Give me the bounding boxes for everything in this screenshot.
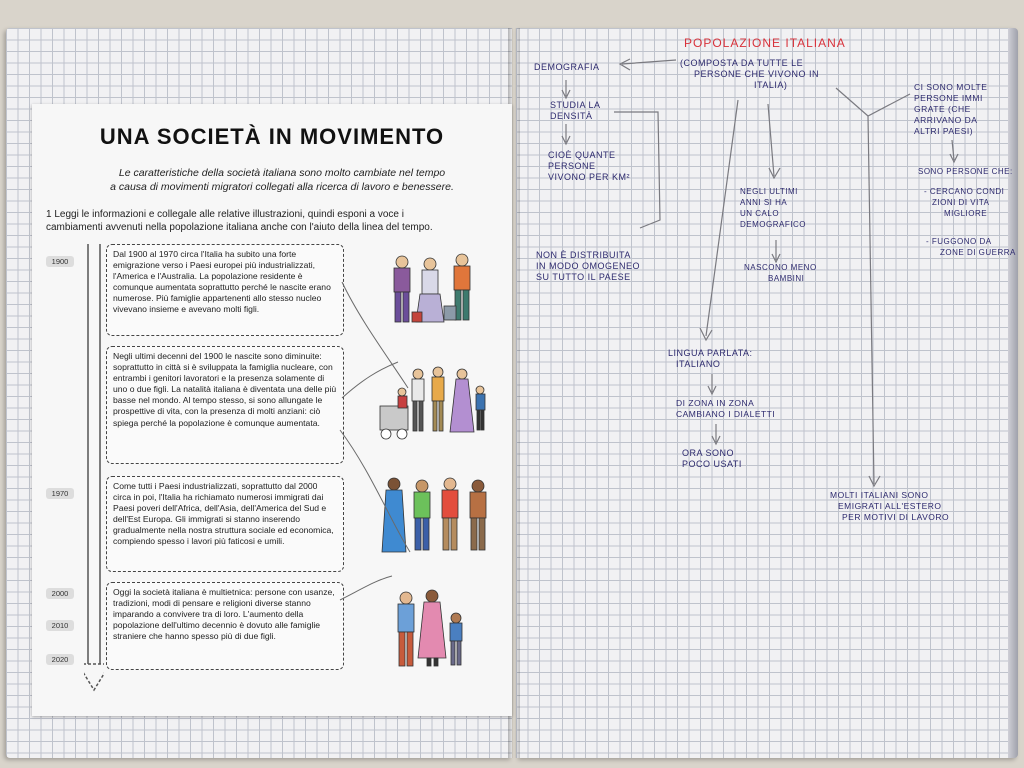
note-line: ITALIANO <box>676 359 721 369</box>
note-line: MOLTI ITALIANI SONO <box>830 490 929 500</box>
note-line: EMIGRATI ALL'ESTERO <box>838 501 942 511</box>
note-line: CAMBIANO I DIALETTI <box>676 409 776 419</box>
note-cercano <box>924 186 1004 219</box>
instruction-line: 1 Leggi le informazioni e collegale alle relative illustrazioni, quindi esponi a voce i <box>46 209 404 220</box>
note-line: ITALIA) <box>754 80 788 90</box>
instruction-line: cambiamenti avvenuti nella popolazione italiana anche con l'aiuto della linea del tempo. <box>46 222 433 233</box>
note-line: IN MODO OMOGENEO <box>536 261 641 271</box>
note-line: DI ZONA IN ZONA <box>676 398 755 408</box>
note-non-distribuita <box>536 250 640 283</box>
note-line: NON È DISTRIBUITA <box>536 250 631 260</box>
note-line: DEMOGRAFICO <box>740 220 806 229</box>
note-composta <box>680 58 819 91</box>
note-negli-ultimi <box>740 186 806 230</box>
note-ora <box>682 448 742 470</box>
note-line: CI SONO MOLTE <box>914 82 988 92</box>
note-line: ARRIVANO DA <box>914 115 978 125</box>
note-line: ALTRI PAESI) <box>914 126 974 136</box>
note-demografia: DEMOGRAFIA <box>534 62 600 72</box>
year-label: 1970 <box>46 488 74 499</box>
note-line: PERSONE <box>548 161 596 171</box>
note-line: ZIONI DI VITA <box>932 198 990 207</box>
note-line: LINGUA PARLATA: <box>668 348 753 358</box>
note-line: ZONE DI GUERRA <box>940 248 1016 257</box>
note-line: UN CALO <box>740 209 780 218</box>
note-line: ANNI SI HA <box>740 198 788 207</box>
info-box-2000: Come tutti i Paesi industrializzati, soprattutto dal 2000 circa in poi, l'Italia ha richiamato numerosi immigrati dai Paesi poveri dell'Africa, dell'Asia, dell'America del Sud e dell'Est Europa. Gli immigrati si stanno inserendo gradualmente nella nostra struttura sociale ed economica, compiendo spesso i lavori più faticosi e umili. <box>106 476 344 572</box>
year-label: 2000 <box>46 588 74 599</box>
year-label: 2010 <box>46 620 74 631</box>
notes-title: POPOLAZIONE ITALIANA <box>684 36 846 50</box>
note-line: GRATE (CHE <box>914 104 971 114</box>
note-dialetti <box>676 398 775 420</box>
note-line: POCO USATI <box>682 459 742 469</box>
note-molte-persone <box>914 82 987 137</box>
note-line: - CERCANO CONDI <box>924 187 1005 196</box>
note-fuggono <box>926 236 1016 258</box>
year-label: 2020 <box>46 654 74 665</box>
note-line: PERSONE CHE VIVONO IN <box>694 69 820 79</box>
note-line: PER MOTIVI DI LAVORO <box>842 512 950 522</box>
note-line: - FUGGONO DA <box>926 237 992 246</box>
year-label: 1900 <box>46 256 74 267</box>
note-sono-persone: SONO PERSONE CHE: <box>918 167 1013 176</box>
intro-line: a causa di movimenti migratori collegati alla ricerca di lavoro e benessere. <box>110 181 454 193</box>
note-studia <box>550 100 601 122</box>
note-line: PERSONE IMMI <box>914 93 983 103</box>
note-line: DENSITÀ <box>550 111 593 121</box>
note-line: STUDIA LA <box>550 100 601 110</box>
note-line: MIGLIORE <box>944 209 988 218</box>
info-box-late-1900: Negli ultimi decenni del 1900 le nascite sono diminuite: soprattutto in città si è sviluppata la famiglia nucleare, con entrambi i genitori lavoratori e la presenza solamente di uno o due figli. La natalità italiana è diventata una delle più basse nel mondo. Al tempo stesso, si sono allungate le prospettive di vita, con la presenza di molti anziani: ciò spiega perché la popolazione è comunque aumentata. <box>106 346 344 464</box>
info-box-today: Oggi la società italiana è multietnica: persone con usanze, tradizioni, modi di pensare e religioni diverse stanno imparando a convivere tra di loro. L'aumento della popolazione dell'ultimo decennio è dovuto alle famiglie straniere che hanno spesso più di due figli. <box>106 582 344 670</box>
info-box-1900: Dal 1900 al 1970 circa l'Italia ha subito una forte emigrazione verso i Paesi europei più industrializzati, l'America e l'Australia. La popolazione residente è comunque aumentata soprattutto perché le nascite erano numerose. Più famiglie appartenenti allo stesso nucleo vivevano insieme e avevano molti figli. <box>106 244 344 336</box>
intro-line: Le caratteristiche della società italiana sono molto cambiate nel tempo <box>118 167 446 179</box>
note-line: CIOÈ QUANTE <box>548 150 616 160</box>
note-line: BAMBINI <box>768 274 805 283</box>
note-line: SU TUTTO IL PAESE <box>536 272 631 282</box>
note-line: NASCONO MENO <box>744 263 817 272</box>
note-line: NEGLI ULTIMI <box>740 187 798 196</box>
note-nascono <box>744 262 817 284</box>
note-cioe <box>548 150 630 183</box>
note-emigrati <box>830 490 949 523</box>
note-line: VIVONO PER KM² <box>548 172 631 182</box>
worksheet-title: UNA SOCIETÀ IN MOVIMENTO <box>99 124 445 149</box>
note-line: ORA SONO <box>682 448 735 458</box>
note-line: (COMPOSTA DA TUTTE LE <box>680 58 804 68</box>
note-lingua <box>668 348 753 370</box>
